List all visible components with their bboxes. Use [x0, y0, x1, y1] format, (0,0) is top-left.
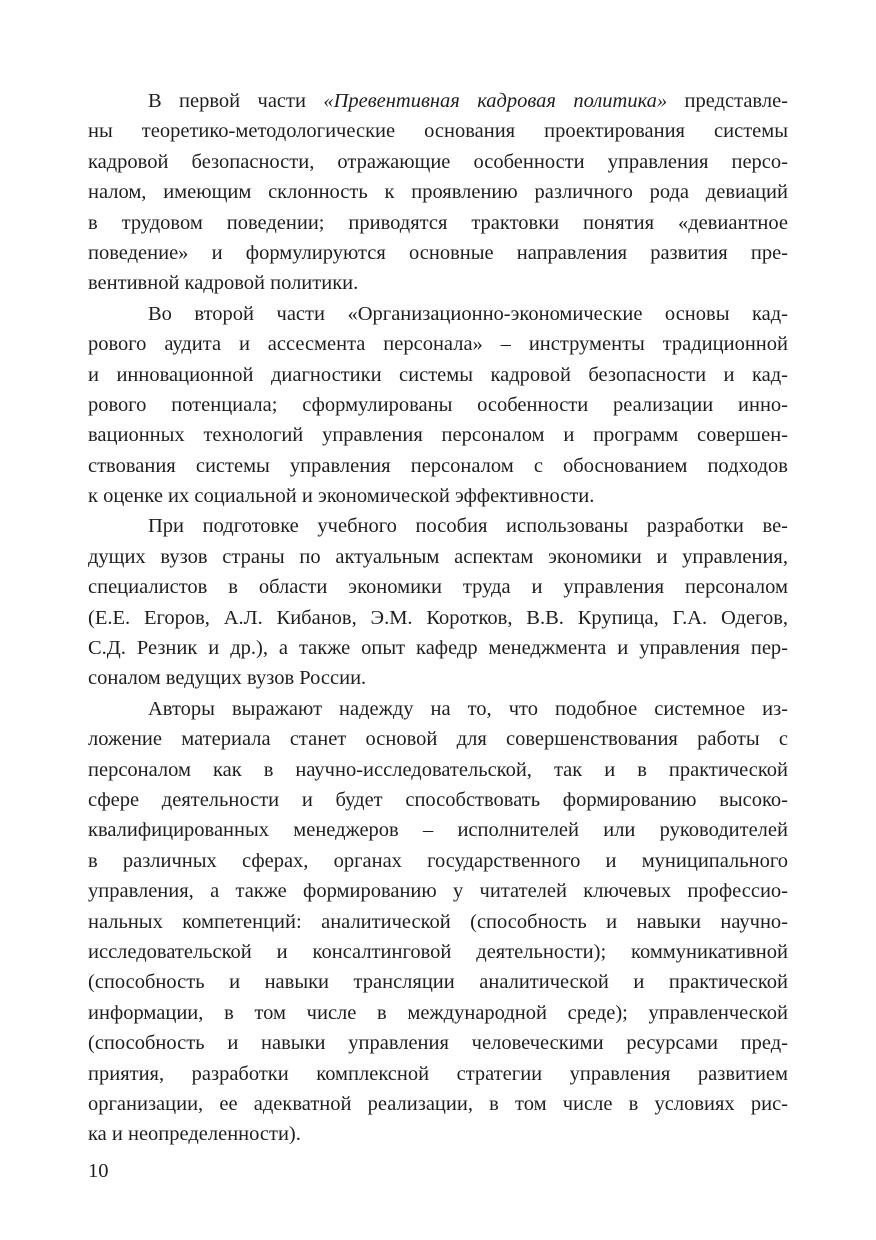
paragraph-line: и инновационной диагностики системы кадровой безопасности и кад-: [88, 363, 788, 386]
paragraph-line: сфере деятельности и будет способствовать формированию высоко-: [88, 788, 788, 811]
paragraph-line: в трудовом поведении; приводятся трактовки понятия «девиантное: [88, 211, 788, 234]
paragraph-line: вационных технологий управления персоналом и программ совершен-: [88, 424, 788, 447]
paragraph-line: Авторы выражают надежду на то, что подобное системное из-: [148, 697, 788, 720]
paragraph-line: нальных компетенций: аналитической (способность и навыки научно-: [88, 910, 788, 933]
text-run: представле-: [667, 90, 788, 112]
paragraph-line: (Е.Е. Егоров, А.Л. Кибанов, Э.М. Коротков, В.В. Крупица, Г.А. Одегов,: [88, 606, 788, 629]
paragraph-line: вентивной кадровой политики.: [88, 272, 359, 295]
paragraph-line: дущих вузов страны по актуальным аспектам экономики и управления,: [88, 545, 788, 568]
paragraph-2: [88, 299, 788, 512]
text-run: В первой части: [148, 90, 324, 112]
paragraph-line: (способность и навыки управления человеческими ресурсами пред-: [88, 1032, 788, 1055]
paragraph-line: информации, в том числе в международной среде); управленческой: [88, 1001, 788, 1024]
paragraph-line: организации, ее адекватной реализации, в том числе в условиях рис-: [88, 1092, 788, 1115]
paragraph-line: квалифицированных менеджеров – исполнителей или руководителей: [88, 819, 788, 842]
paragraph-line: персоналом как в научно-исследовательской, так и в практической: [88, 758, 788, 781]
paragraph-line: к оценке их социальной и экономической эффективности.: [88, 485, 595, 508]
paragraph-line: ствования системы управления персоналом с обоснованием подходов: [88, 454, 788, 477]
paragraph-line: ка и неопределенности).: [88, 1123, 301, 1146]
paragraph-1: [88, 86, 788, 299]
paragraph-4: [88, 694, 788, 1150]
paragraph-line: При подготовке учебного пособия использованы разработки ве-: [148, 515, 788, 538]
paragraph-line: налом, имеющим склонность к проявлению различного рода девиаций: [88, 181, 788, 204]
paragraph-line: исследовательской и консалтинговой деятельности); коммуникативной: [88, 940, 788, 963]
paragraph-line: ложение материала станет основой для совершенствования работы с: [88, 728, 788, 751]
paragraph-line: кадровой безопасности, отражающие особенности управления персо-: [88, 150, 788, 173]
paragraph-line: поведение» и формулируются основные направления развития пре-: [88, 241, 788, 264]
paragraph-line: Во второй части «Организационно-экономические основы кад-: [148, 302, 788, 325]
paragraph-line: в различных сферах, органах государственного и муниципального: [88, 849, 788, 872]
page-number: 10: [88, 1160, 109, 1182]
paragraph-line: специалистов в области экономики труда и управления персоналом: [88, 576, 788, 599]
paragraph-line: ны теоретико-методологические основания проектирования системы: [88, 120, 788, 143]
page-body: [88, 86, 788, 1150]
paragraph-line: соналом ведущих вузов России.: [88, 667, 367, 690]
paragraph-line: рового потенциала; сформулированы особенности реализации инно-: [88, 393, 788, 416]
paragraph-line: (способность и навыки трансляции аналитической и практической: [88, 971, 788, 994]
paragraph-line: [88, 86, 788, 116]
paragraph-line: управления, а также формированию у читателей ключевых профессио-: [88, 880, 788, 903]
paragraph-line: рового аудита и ассесмента персонала» – инструменты традиционной: [88, 333, 788, 356]
paragraph-3: [88, 511, 788, 693]
section-title-italic: «Превентивная кадровая политика»: [323, 90, 668, 112]
paragraph-line: С.Д. Резник и др.), а также опыт кафедр менеджмента и управления пер-: [88, 637, 788, 660]
paragraph-line: приятия, разработки комплексной стратегии управления развитием: [88, 1062, 788, 1085]
